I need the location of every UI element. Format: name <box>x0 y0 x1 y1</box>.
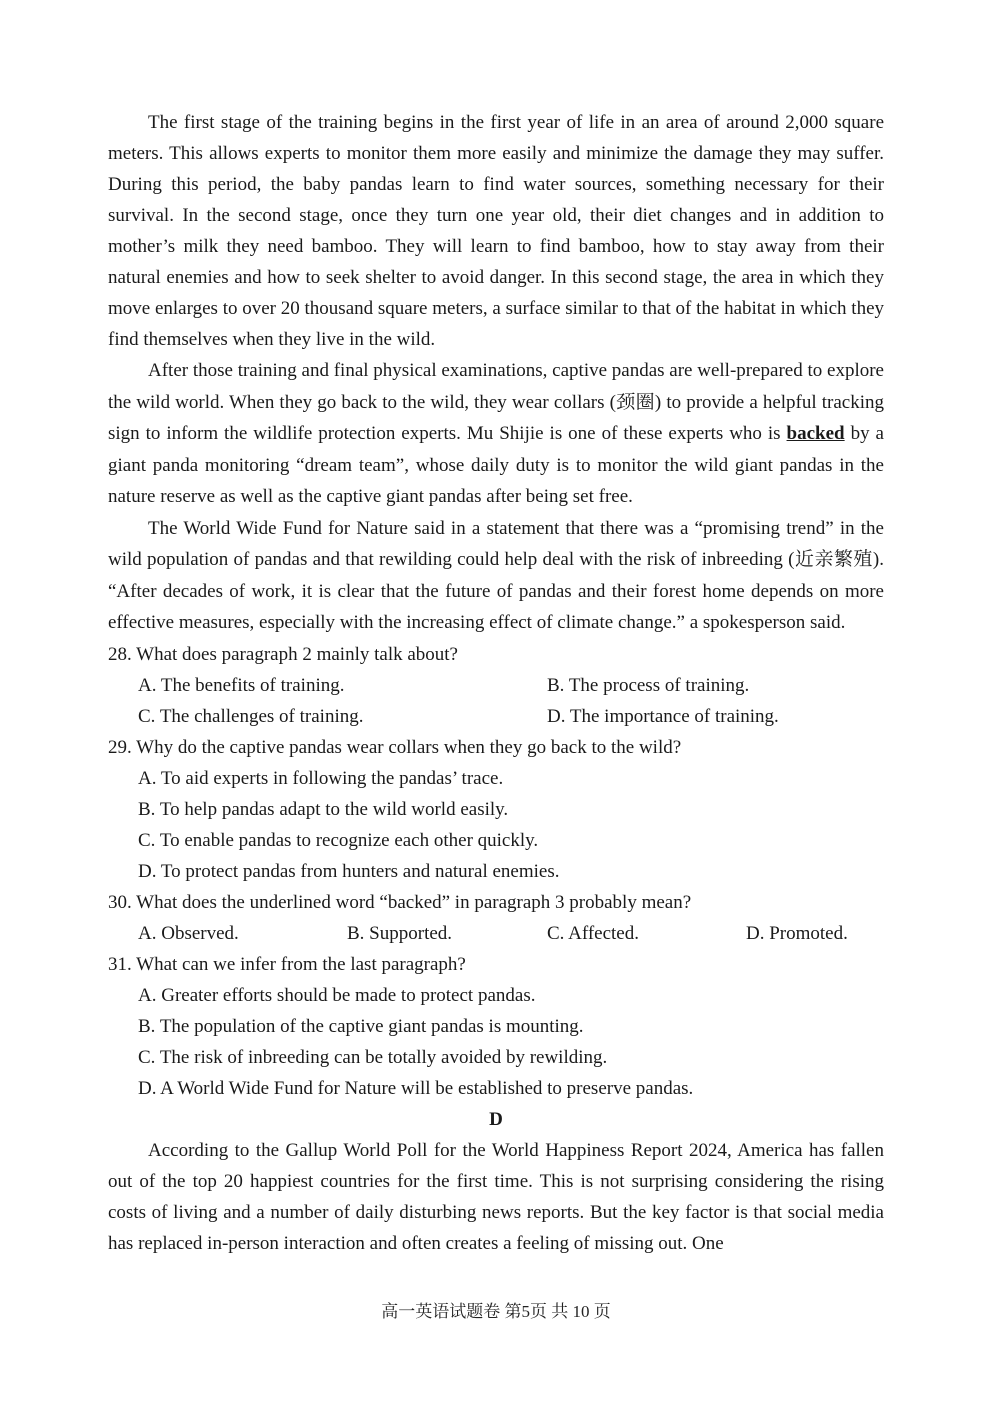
q31-option-a: A. Greater efforts should be made to protect pandas. <box>138 984 536 1006</box>
question-29-stem: 29. Why do the captive pandas wear collars when they go back to the wild? <box>108 736 682 758</box>
passage-c-paragraph-3: The World Wide Fund for Nature said in a statement that there was a “promising trend” in the wild population of pandas and that rewilding could help deal with the risk of inbreeding (近亲繁殖). “After decades of work, it is clear that the future of pandas and their forest home depends on more effective measures, especially with the increasing effect of climate change.” a spokesperson said. <box>108 517 884 633</box>
q28-option-c: C. The challenges of training. <box>138 705 364 727</box>
passage-c-paragraph-1: The first stage of the training begins in the first year of life in an area of around 2,000 square meters. This allows experts to monitor them more easily and minimize the damage they may suffer. During this period, the baby pandas learn to find water sources, something necessary for their survival. In the second stage, once they turn one year old, their diet changes and in addition to mother’s milk they need bamboo. They will learn to find bamboo, how to stay away from their natural enemies and how to seek shelter to avoid danger. In this second stage, the area in which they move enlarges to over 20 thousand square meters, a surface similar to that of the habitat in which they find themselves when they live in the wild. <box>108 112 884 350</box>
q29-option-a: A. To aid experts in following the pandas’ trace. <box>138 767 504 789</box>
paragraph-2-text-after: by a giant panda monitoring “dream team”, whose daily duty is to monitor the wild giant pandas in the nature reserve as well as the captive giant pandas after being set free. <box>108 423 884 507</box>
page-footer: 高一英语试题卷 第5页 共 10 页 <box>381 1302 611 1321</box>
question-28-options <box>138 670 884 732</box>
question-31-stem: 31. What can we infer from the last paragraph? <box>108 953 466 975</box>
passage-d-paragraph-1: According to the Gallup World Poll for the World Happiness Report 2024, America has fallen out of the top 20 happiest countries for the first time. This is not surprising considering the rising costs of living and a number of daily disturbing news reports. But the key factor is that social media has replaced in-person interaction and often creates a feeling of missing out. One <box>108 1139 884 1254</box>
q30-option-b: B. Supported. <box>347 922 453 944</box>
q28-option-d: D. The importance of training. <box>547 705 779 727</box>
q30-option-a: A. Observed. <box>138 922 239 944</box>
question-30-stem: 30. What does the underlined word “backed” in paragraph 3 probably mean? <box>108 891 692 913</box>
q31-option-d: D. A World Wide Fund for Nature will be established to preserve pandas. <box>138 1077 694 1099</box>
q29-option-d: D. To protect pandas from hunters and natural enemies. <box>138 860 560 882</box>
section-d-heading: D <box>489 1108 503 1130</box>
question-30-options <box>138 918 884 949</box>
q31-option-b: B. The population of the captive giant pandas is mounting. <box>138 1015 584 1037</box>
q30-option-d: D. Promoted. <box>746 922 848 944</box>
underlined-word-backed: backed <box>786 423 845 444</box>
exam-page <box>108 107 884 1259</box>
q29-option-c: C. To enable pandas to recognize each other quickly. <box>138 829 539 851</box>
passage-c-paragraph-2 <box>108 355 884 513</box>
question-28-stem: 28. What does paragraph 2 mainly talk about? <box>108 643 458 665</box>
q31-option-c: C. The risk of inbreeding can be totally avoided by rewilding. <box>138 1046 608 1068</box>
q28-option-b: B. The process of training. <box>547 674 750 696</box>
q29-option-b: B. To help pandas adapt to the wild world easily. <box>138 798 509 820</box>
q30-option-c: C. Affected. <box>547 922 639 944</box>
q28-option-a: A. The benefits of training. <box>138 674 345 696</box>
paragraph-2-text-before: After those training and final physical examinations, captive pandas are well-prepared to explore the wild world. When they go back to the wild, they wear collars (颈圈) to provide a helpful tracking sign to inform the wildlife protection experts. Mu Shijie is one of these experts who is <box>108 360 884 444</box>
